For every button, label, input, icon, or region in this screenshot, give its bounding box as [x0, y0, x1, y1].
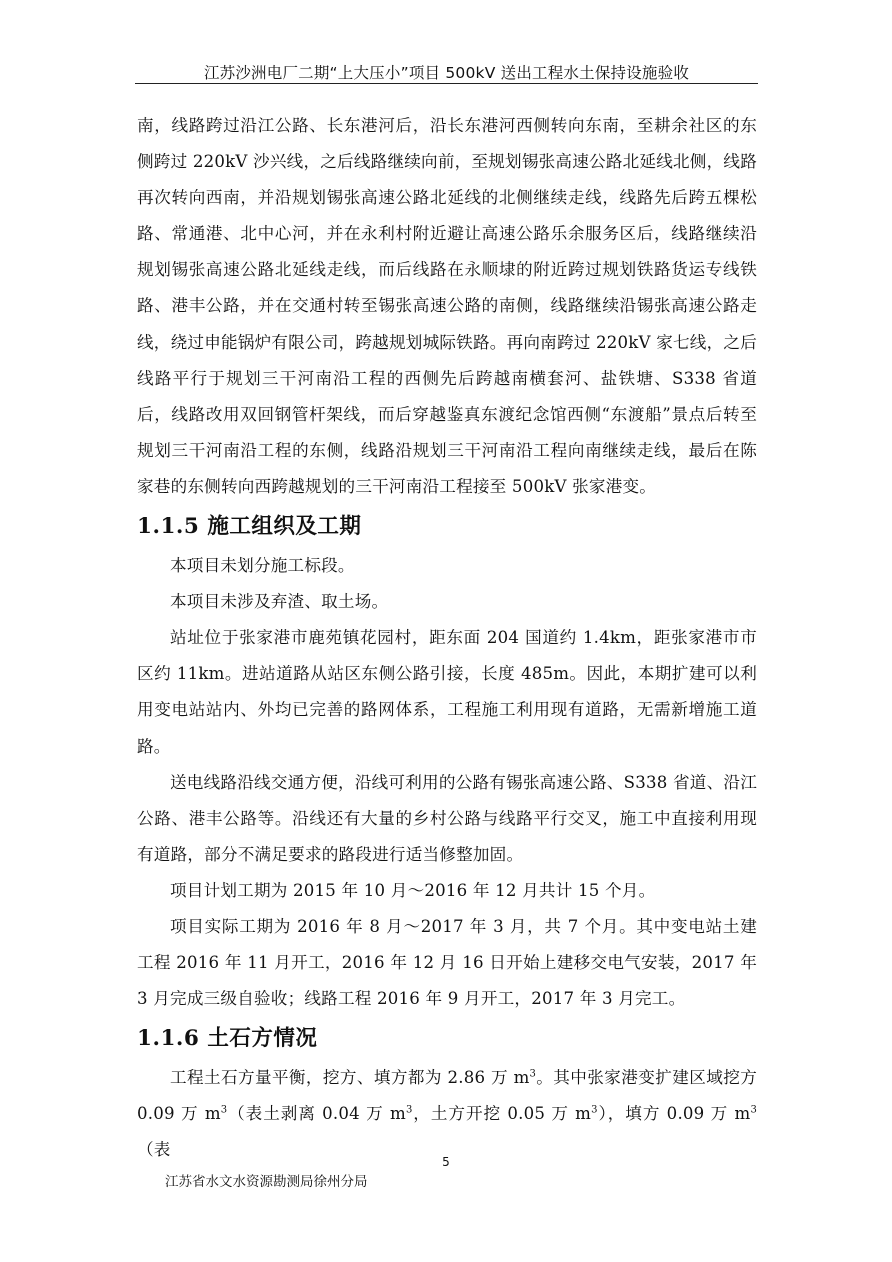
paragraph-site-location: 站址位于张家港市鹿苑镇花园村，距东面 204 国道约 1.4km，距张家港市市区约 11km。进站道路从站区东侧公路引接，长度 485m。因此，本期扩建可以利用变电站站内、外均已完善的路网体系，工程施工利用现有道路，无需新增施工道路。 [137, 628, 757, 756]
body-text [137, 108, 757, 1169]
page-number: 5 [442, 1155, 450, 1169]
paragraph-actual-schedule: 项目实际工期为 2016 年 8 月～2017 年 3 月，共 7 个月。其中变电站土建工程 2016 年 11 月开工，2016 年 12 月 16 日开始上建移交电气安装，2017 年 3 月完成三级自验收；线路工程 2016 年 9 月开工，2017 年 3 月完工。 [137, 916, 757, 1009]
superscript-3: 3 [220, 1104, 228, 1116]
paragraph-planned-schedule: 项目计划工期为 2015 年 10 月～2016 年 12 月共计 15 个月。 [170, 880, 656, 900]
earthwork-text-4: ，土方开挖 0.05 万 m [412, 1104, 592, 1124]
paragraph-transport: 送电线路沿线交通方便，沿线可利用的公路有锡张高速公路、S338 省道、沿江公路、港丰公路等。沿线还有大量的乡村公路与线路平行交叉，施工中直接利用现有道路，部分不满足要求的路段进行适当修整加固。 [137, 772, 757, 864]
section-heading-earthwork: 1.1.6 土石方情况 [137, 1026, 318, 1052]
paragraph-no-sections: 本项目未划分施工标段。 [170, 556, 355, 576]
superscript-3: 3 [750, 1104, 757, 1116]
superscript-3: 3 [591, 1104, 598, 1116]
superscript-3: 3 [529, 1068, 537, 1080]
earthwork-text-2: 。其中张家港变扩建区域挖方 0.09 万 m [137, 1068, 757, 1124]
earthwork-text-1: 工程土石方量平衡，挖方、填方都为 2.86 万 m [170, 1068, 530, 1088]
superscript-3: 3 [405, 1104, 413, 1116]
running-header: 江苏沙洲电厂二期“上大压小”项目 500kV 送出工程水土保持设施验收 [203, 64, 690, 82]
earthwork-text-6: （表 [137, 1140, 171, 1160]
section-heading-construction: 1.1.5 施工组织及工期 [137, 514, 362, 540]
header-divider [135, 83, 758, 84]
earthwork-text-5: ），填方 0.09 万 m [597, 1104, 751, 1124]
paragraph-no-spoil: 本项目未涉及弃渣、取土场。 [170, 592, 389, 612]
footer-organization: 江苏省水文水资源勘测局徐州分局 [165, 1174, 368, 1190]
paragraph-route-description: 南，线路跨过沿江公路、长东港河后，沿长东港河西侧转向东南，至耕余社区的东侧跨过 220kV 沙兴线，之后线路继续向前，至规划锡张高速公路北延线北侧，线路再次转向西南，并沿规划锡张高速公路北延线的北侧继续走线，线路先后跨五棵松路、常通港、北中心河，并在永利村附近避让高速公路乐余服务区后，线路继续沿规划锡张高速公路北延线走线，而后线路在永顺埭的附近跨过规划铁路货运专线铁路、港丰公路，并在交通村转至锡张高速公路的南侧，线路继续沿锡张高速公路走线，绕过申能锅炉有限公司，跨越规划城际铁路。再向南跨过 220kV 家七线，之后线路平行于规划三干河南沿工程的西侧先后跨越南横套河、盐铁塘、S338 省道后，线路改用双回钢管杆架线，而后穿越鉴真东渡纪念馆西侧“东渡船”景点后转至规划三干河南沿工程的东侧，线路沿规划三干河南沿工程向南继续走线，最后在陈家巷的东侧转向西跨越规划的三干河南沿工程接至 500kV 张家港变。 [137, 116, 757, 496]
earthwork-text-3: （表土剥离 0.04 万 m [227, 1104, 406, 1124]
paragraph-earthwork [137, 1060, 757, 1168]
